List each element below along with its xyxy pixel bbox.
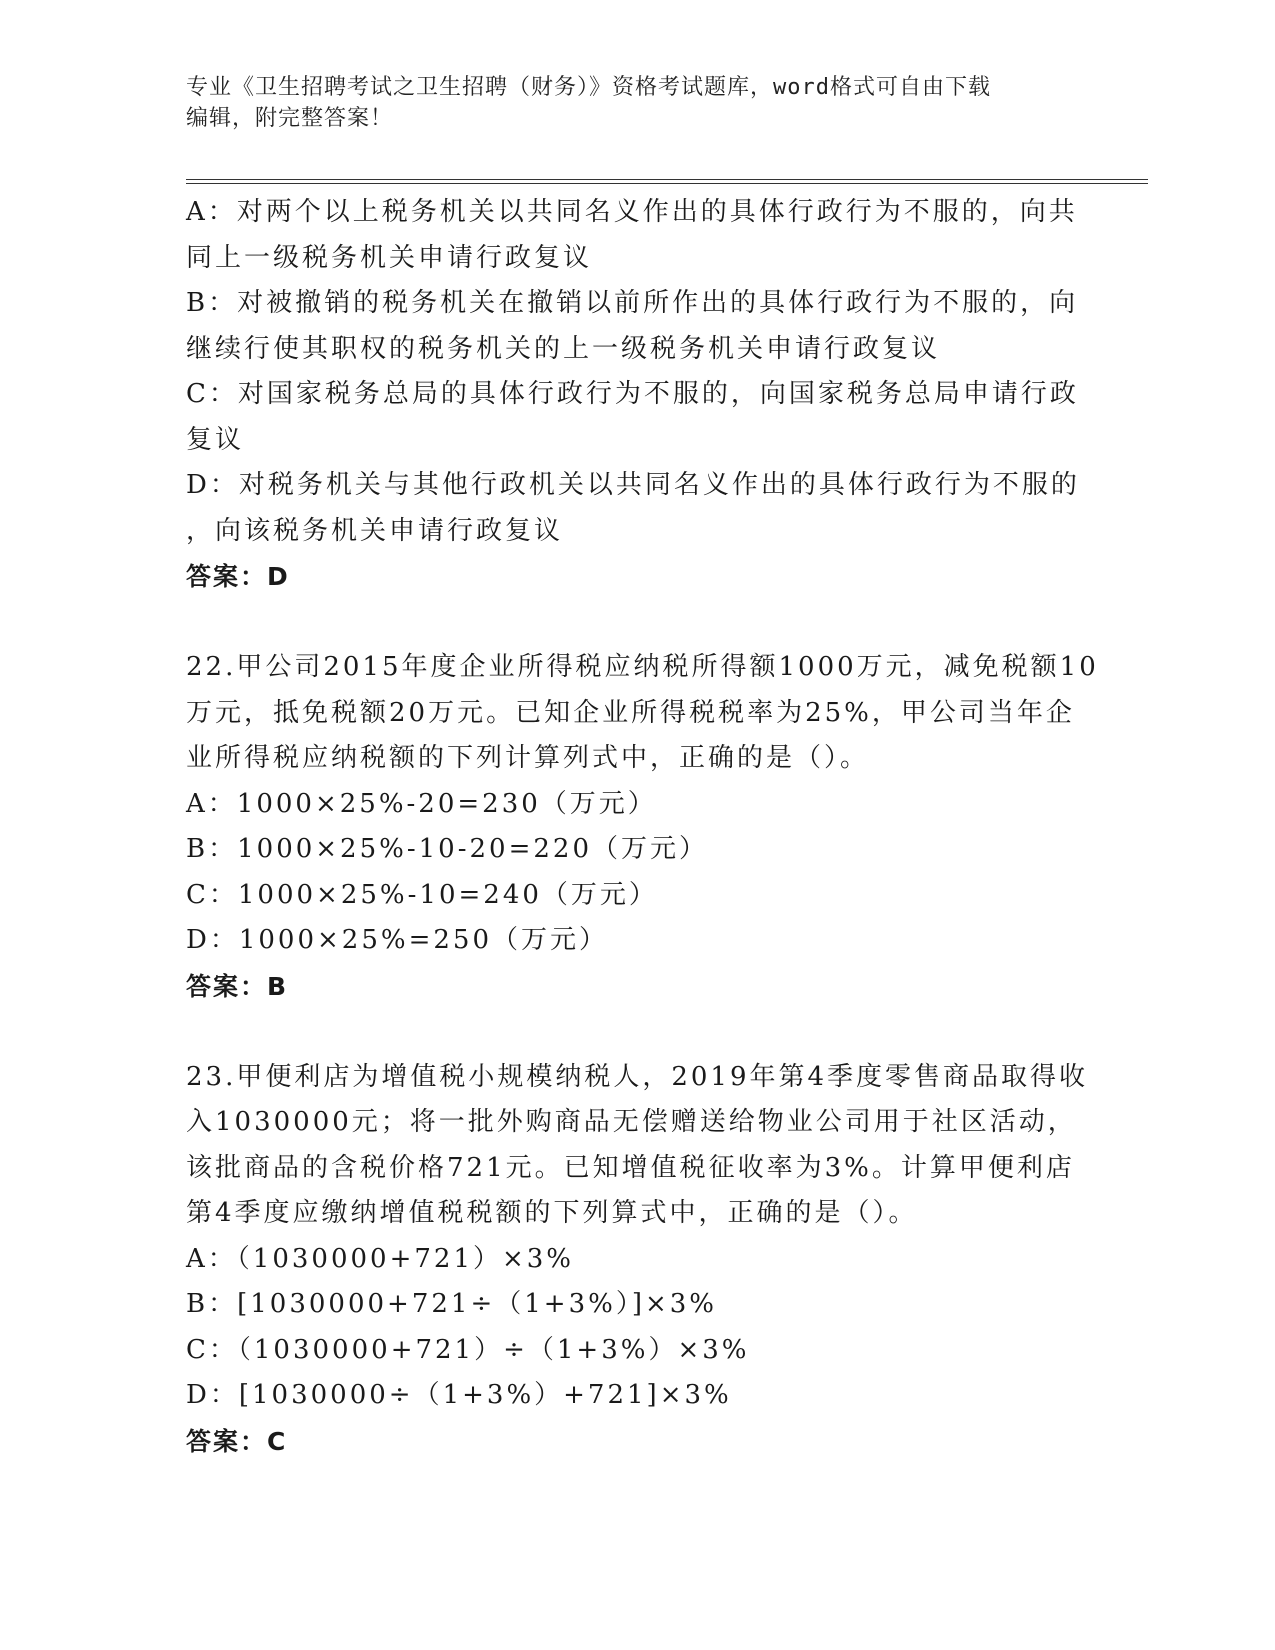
q22-option-b: B：1000×25%-10-20=220（万元） bbox=[186, 834, 708, 864]
question-spacer bbox=[186, 1009, 1086, 1055]
q23-stem-line-1: 23.甲便利店为增值税小规模纳税人，2019年第4季度零售商品取得收 bbox=[186, 1061, 1089, 1092]
q23-option-d: D：[1030000÷（1+3%）+721]×3% bbox=[186, 1380, 732, 1410]
q21-option-b-line-1: B：对被撤销的税务机关在撤销以前所作出的具体行政行为不服的，向 bbox=[186, 288, 1079, 318]
q23-option-a: A：（1030000+721）×3% bbox=[186, 1243, 575, 1274]
q23-option-b: B：[1030000+721÷（1+3%）]×3% bbox=[186, 1289, 717, 1319]
q22-option-a: A：1000×25%-20=230（万元） bbox=[186, 788, 657, 819]
q21-option-c-line-2: 复议 bbox=[186, 424, 245, 455]
q22-stem-line-3: 业所得税应纳税额的下列计算列式中，正确的是（）。 bbox=[186, 743, 870, 773]
question-spacer bbox=[186, 600, 1086, 646]
q22-option-d: D：1000×25%=250（万元） bbox=[186, 925, 608, 955]
question-21 bbox=[186, 190, 1086, 600]
q22-answer: 答案：B bbox=[186, 971, 289, 1001]
q21-option-b-line-2: 继续行使其职权的税务机关的上一级税务机关申请行政复议 bbox=[186, 333, 941, 364]
q22-stem-line-2: 万元，抵免税额20万元。已知企业所得税税率为25%，甲公司当年企 bbox=[186, 697, 1075, 728]
header-divider-bottom bbox=[186, 183, 1148, 184]
question-content bbox=[186, 190, 1099, 1464]
q21-option-a-line-2: 同上一级税务机关申请行政复议 bbox=[186, 242, 593, 273]
q23-option-c: C：（1030000+721）÷（1+3%）×3% bbox=[186, 1334, 750, 1365]
q22-stem-line-1: 22.甲公司2015年度企业所得税应纳税所得额1000万元，减免税额10 bbox=[186, 652, 1099, 682]
header-divider-top bbox=[186, 179, 1148, 180]
q23-answer: 答案：C bbox=[186, 1426, 288, 1456]
header-line-2: 编辑，附完整答案！ bbox=[186, 106, 394, 131]
q23-stem-line-2: 入1030000元；将一批外购商品无偿赠送给物业公司用于社区活动， bbox=[186, 1107, 1077, 1137]
q21-option-d-line-1: D：对税务机关与其他行政机关以共同名义作出的具体行政行为不服的 bbox=[186, 470, 1080, 500]
q21-option-c-line-1: C：对国家税务总局的具体行政行为不服的，向国家税务总局申请行政 bbox=[186, 379, 1079, 409]
q21-option-a-line-1: A：对两个以上税务机关以共同名义作出的具体行政行为不服的，向共 bbox=[186, 197, 1078, 227]
q23-stem-line-3: 该批商品的含税价格721元。已知增值税征收率为3%。计算甲便利店 bbox=[186, 1152, 1075, 1183]
header-line-1: 专业《卫生招聘考试之卫生招聘（财务）》资格考试题库，word格式可自由下载 bbox=[186, 75, 991, 100]
question-23 bbox=[186, 1055, 1089, 1465]
q21-answer: 答案：D bbox=[186, 562, 290, 591]
q23-stem-line-4: 第4季度应缴纳增值税税额的下列算式中，正确的是（）。 bbox=[186, 1198, 918, 1228]
question-22 bbox=[186, 645, 1099, 1009]
q22-option-c: C：1000×25%-10=240（万元） bbox=[186, 879, 658, 910]
document-header bbox=[186, 72, 1066, 134]
q21-option-d-line-2: ，向该税务机关申请行政复议 bbox=[186, 515, 564, 546]
